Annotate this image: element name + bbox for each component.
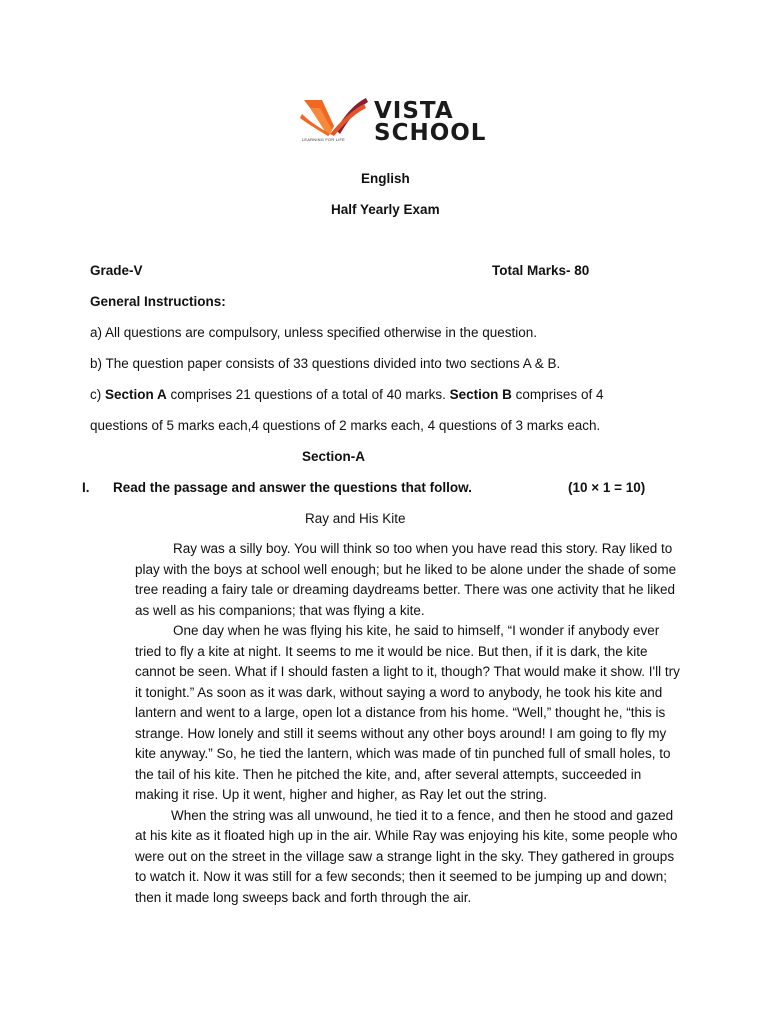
question-text: Read the passage and answer the questions that follow. <box>113 480 472 495</box>
instruction-c <box>90 387 603 402</box>
logo-word-vista: VISTA <box>374 98 454 124</box>
passage-paragraph-3: When the string was all unwound, he tied it to a fence, and then he stood and gazed at his kite as it floated high up in the air. While Ray was enjoying his kite, some people who were out on the street in the village saw a strange light in the sky. They gathered in groups to watch it. Now it was still for a few seconds; then it seemed to be jumping up and down; then it made long sweeps back and forth through the air. <box>135 807 678 905</box>
subject-title: English <box>361 171 410 186</box>
instruction-c-suffix: comprises of 4 <box>511 387 604 402</box>
instruction-c-section-a: Section A <box>105 387 167 402</box>
passage-title: Ray and His Kite <box>305 511 406 526</box>
vista-swoosh-icon <box>300 96 370 138</box>
instruction-c-section-b: Section B <box>449 387 512 402</box>
passage-paragraph-2: One day when he was flying his kite, he said to himself, “I wonder if anybody ever tried to fly a kite at night. It seems to me it would be nice. But then, if it is dark, the kite cannot be seen. What if I should fasten a light to it, though? That would make it show. I'll try it tonight.” As soon as it was dark, without saying a word to anybody, he took his kite and lantern and went to a large, open lot a distance from his home. “Well,” thought he, “this is strange. How lonely and still it seems without any other boys around! I am going to fly my kite anyway.” So, he tied the lantern, which was made of tin punched full of small holes, to the tail of his kite. Then he pitched the kite, and, after several attempts, succeeded in making it rise. Up it went, higher and higher, as Ray let out the string. <box>135 623 680 802</box>
instruction-a: a) All questions are compulsory, unless specified otherwise in the question. <box>90 325 537 340</box>
instruction-b: b) The question paper consists of 33 questions divided into two sections A & B. <box>90 356 561 371</box>
logo-word-school: SCHOOL <box>374 120 487 146</box>
passage-paragraph-1: Ray was a silly boy. You will think so too when you have read this story. Ray liked to play with the boys at school well enough; but he liked to be alone under the shade of some tree reading a fairy tale or dreaming daydreams better. There was one activity that he liked as well as his companions; that was flying a kite. <box>135 541 677 618</box>
school-logo <box>300 96 512 148</box>
question-number: I. <box>82 480 90 495</box>
section-title: Section-A <box>302 449 366 464</box>
exam-title: Half Yearly Exam <box>331 202 440 217</box>
logo-tagline: LEARNING FOR LIFE <box>302 137 345 142</box>
passage-body <box>135 539 680 908</box>
total-marks: Total Marks- 80 <box>492 263 590 278</box>
instruction-c-prefix: c) <box>90 387 105 402</box>
question-marks: (10 × 1 = 10) <box>568 480 646 495</box>
instructions-title: General Instructions: <box>90 294 226 309</box>
grade-label: Grade-V <box>90 263 143 278</box>
instruction-c-line2: questions of 5 marks each,4 questions of 2 marks each, 4 questions of 3 marks each. <box>90 418 601 433</box>
instruction-c-mid: comprises 21 questions of a total of 40 marks. <box>166 387 450 402</box>
